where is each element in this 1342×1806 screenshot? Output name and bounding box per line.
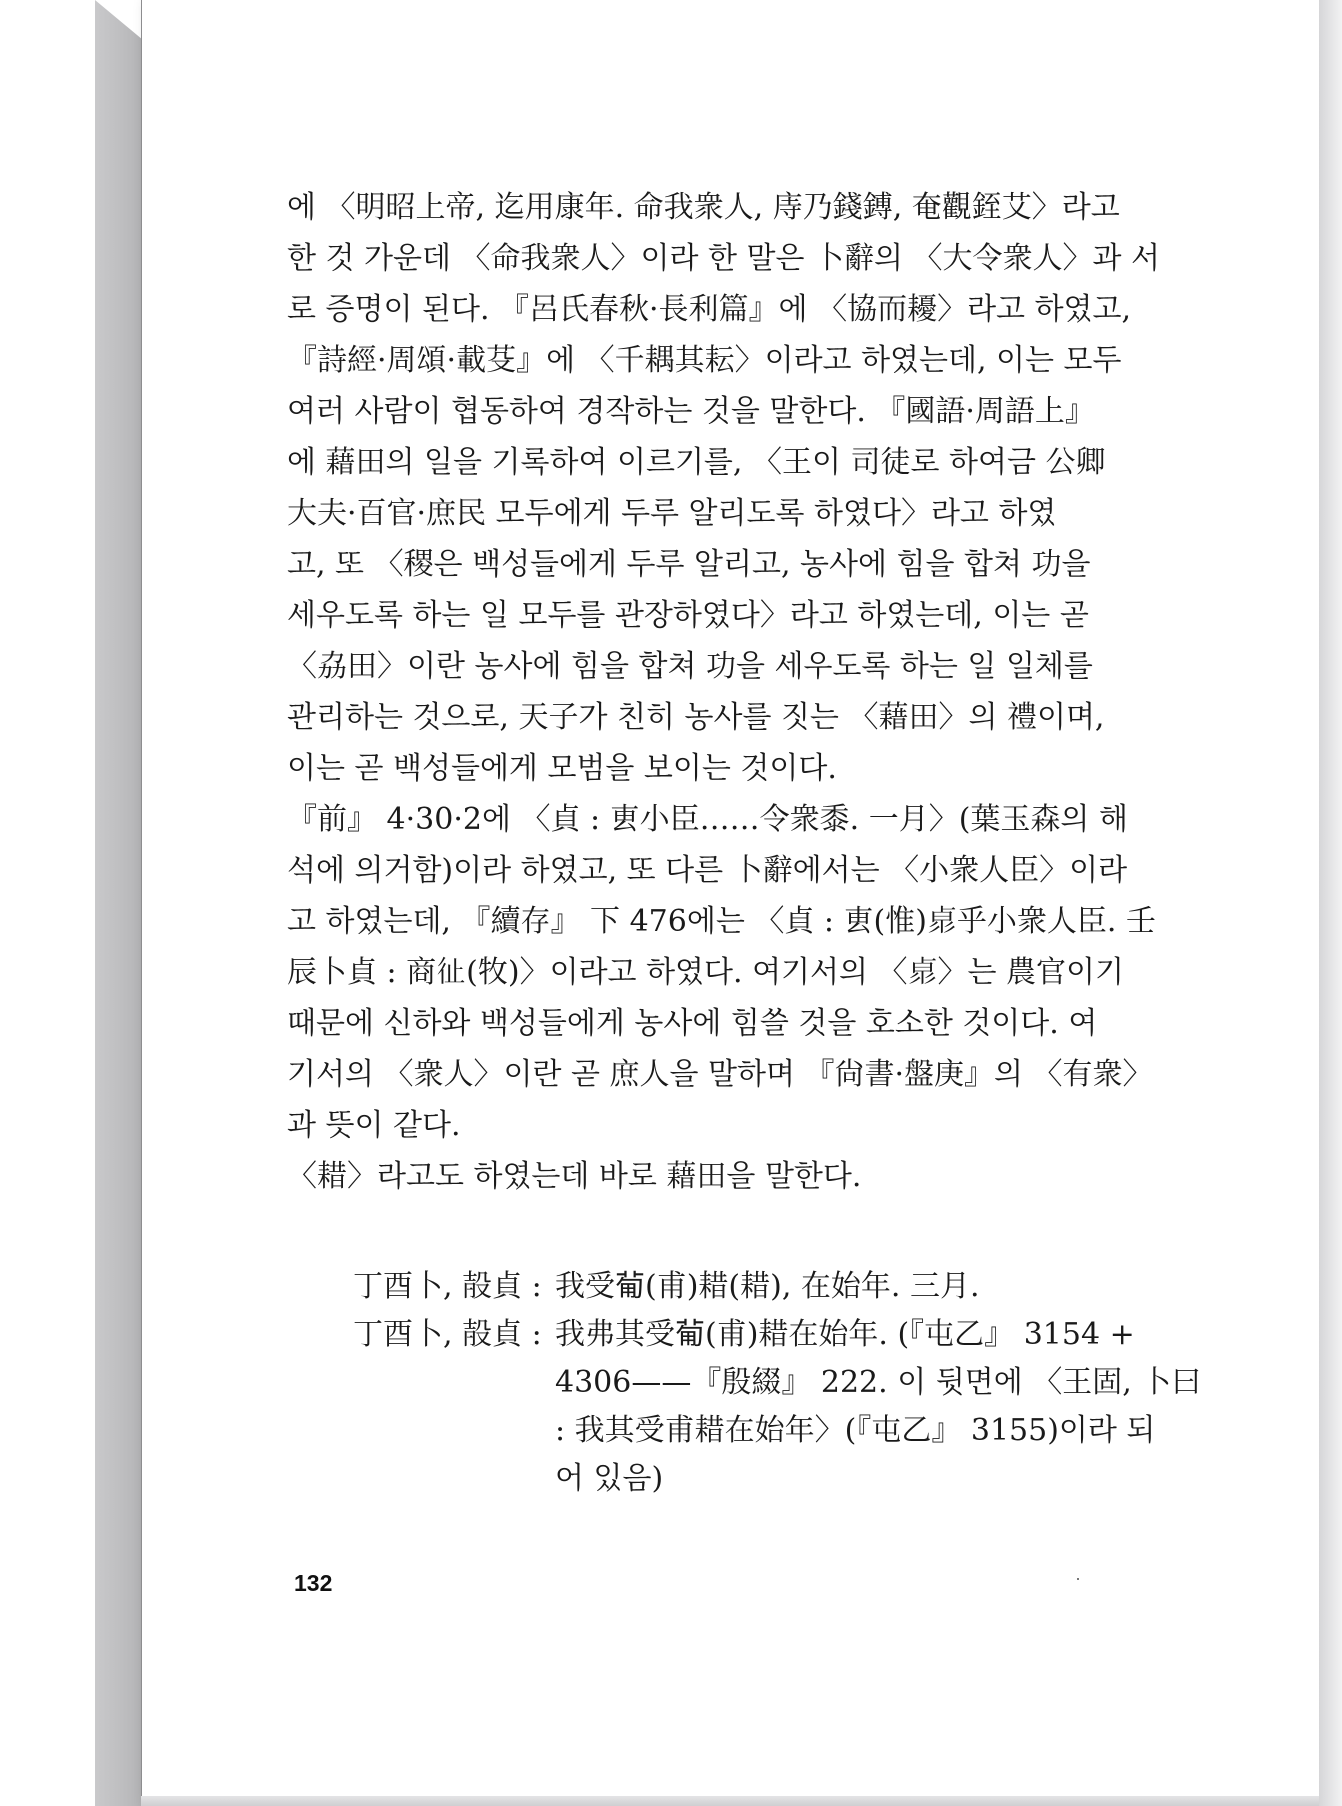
text-line	[287, 590, 1177, 641]
text-line-content: 한 것 가운데 〈命我衆人〉이라 한 말은 卜辭의 〈大令衆人〉과 서	[287, 241, 1161, 276]
text-line-content: 로 증명이 된다. 『呂氏春秋·長利篇』에 〈協而耰〉라고 하였고,	[287, 292, 1132, 327]
quotation-block	[353, 1263, 1202, 1503]
text-line	[287, 1151, 1177, 1202]
text-line	[287, 794, 1177, 845]
quote-text: 我弗其受𤰈(甫)耤在始年. (『屯乙』 3154 +	[555, 1317, 1135, 1352]
text-line-content: 大夫·百官·庶民 모두에게 두루 알리도록 하였다〉라고 하였	[287, 496, 1057, 531]
text-line	[287, 845, 1177, 896]
text-line	[287, 335, 1177, 386]
text-line	[287, 488, 1177, 539]
quote-continuation: : 我其受甫耤在始年〉(『屯乙』 3155)이라 되	[555, 1413, 1156, 1448]
quote-continuation: 어 있음)	[555, 1461, 664, 1496]
text-line-content: 辰卜貞 : 商𢓊(牧)〉이라고 하였다. 여기서의 〈𠧻〉는 農官이기	[287, 955, 1125, 990]
text-line	[287, 1049, 1177, 1100]
text-line	[287, 182, 1177, 233]
text-line-content: 『前』 4·30·2에 〈貞 : 叀小臣……令衆黍. 一月〉(葉玉森의 해	[287, 802, 1128, 837]
text-line-content: 에 〈明昭上帝, 迄用康年. 命我衆人, 庤乃錢鎛, 奄觀銍艾〉라고	[287, 190, 1120, 225]
text-line-content: 석에 의거함)이라 하였고, 또 다른 卜辭에서는 〈小衆人臣〉이라	[287, 853, 1128, 888]
print-speck	[1077, 1578, 1079, 1580]
text-line-content: 세우도록 하는 일 모두를 관장하였다〉라고 하였는데, 이는 곧	[287, 598, 1089, 633]
text-line-content: 고, 또 〈稷은 백성들에게 두루 알리고, 농사에 힘을 합쳐 功을	[287, 547, 1091, 582]
text-line	[287, 692, 1177, 743]
text-line-content: 〈耤〉라고도 하였는데 바로 藉田을 말한다.	[287, 1159, 862, 1194]
text-line-content: 고 하였는데, 『續存』 下 476에는 〈貞 : 叀(惟)𠧻乎小衆人臣. 壬	[287, 904, 1156, 939]
text-line	[287, 386, 1177, 437]
text-line	[287, 1100, 1177, 1151]
text-line-content: 〈劦田〉이란 농사에 힘을 합쳐 功을 세우도록 하는 일 일체를	[287, 649, 1093, 684]
page-bottom-edge	[141, 1796, 1319, 1806]
text-line	[287, 641, 1177, 692]
text-line	[287, 233, 1177, 284]
text-line-content: 『詩經·周頌·載芟』에 〈千耦其耘〉이라고 하였는데, 이는 모두	[287, 343, 1122, 378]
text-line-content: 기서의 〈衆人〉이란 곧 庶人을 말하며 『尙書·盤庚』의 〈有衆〉	[287, 1057, 1153, 1092]
text-line-content: 과 뜻이 같다.	[287, 1108, 461, 1143]
text-line-content: 에 藉田의 일을 기록하여 이르기를, 〈王이 司徒로 하여금 公卿	[287, 445, 1106, 480]
text-line-content: 여러 사람이 협동하여 경작하는 것을 말한다. 『國語·周語上』	[287, 394, 1095, 429]
text-line	[287, 539, 1177, 590]
text-line	[287, 947, 1177, 998]
quote-continuation: 4306——『殷綴』 222. 이 뒷면에 〈王固, 卜曰	[555, 1365, 1202, 1400]
page-edge	[1319, 0, 1342, 1806]
quote-text: 我受𤰈(甫)耤(耤), 在始年. 三月.	[555, 1269, 980, 1304]
quote-row	[353, 1263, 1183, 1311]
quote-label: 丁酉卜, 㱿貞 :	[353, 1317, 542, 1352]
text-line	[287, 896, 1177, 947]
book-spine	[95, 0, 143, 1806]
page-number: 132	[294, 1570, 333, 1596]
book-spine-top	[95, 0, 143, 40]
quote-label: 丁酉卜, 㱿貞 :	[353, 1269, 542, 1304]
text-line	[287, 998, 1177, 1049]
text-line-content: 관리하는 것으로, 天子가 친히 농사를 짓는 〈藉田〉의 禮이며,	[287, 700, 1105, 735]
text-line-content: 이는 곧 백성들에게 모범을 보이는 것이다.	[287, 751, 837, 786]
body-text	[287, 182, 1177, 1202]
text-line	[287, 437, 1177, 488]
text-line	[287, 284, 1177, 335]
text-line	[287, 743, 1177, 794]
quote-row	[353, 1311, 1183, 1359]
text-line-content: 때문에 신하와 백성들에게 농사에 힘쓸 것을 호소한 것이다. 여	[287, 1006, 1098, 1041]
